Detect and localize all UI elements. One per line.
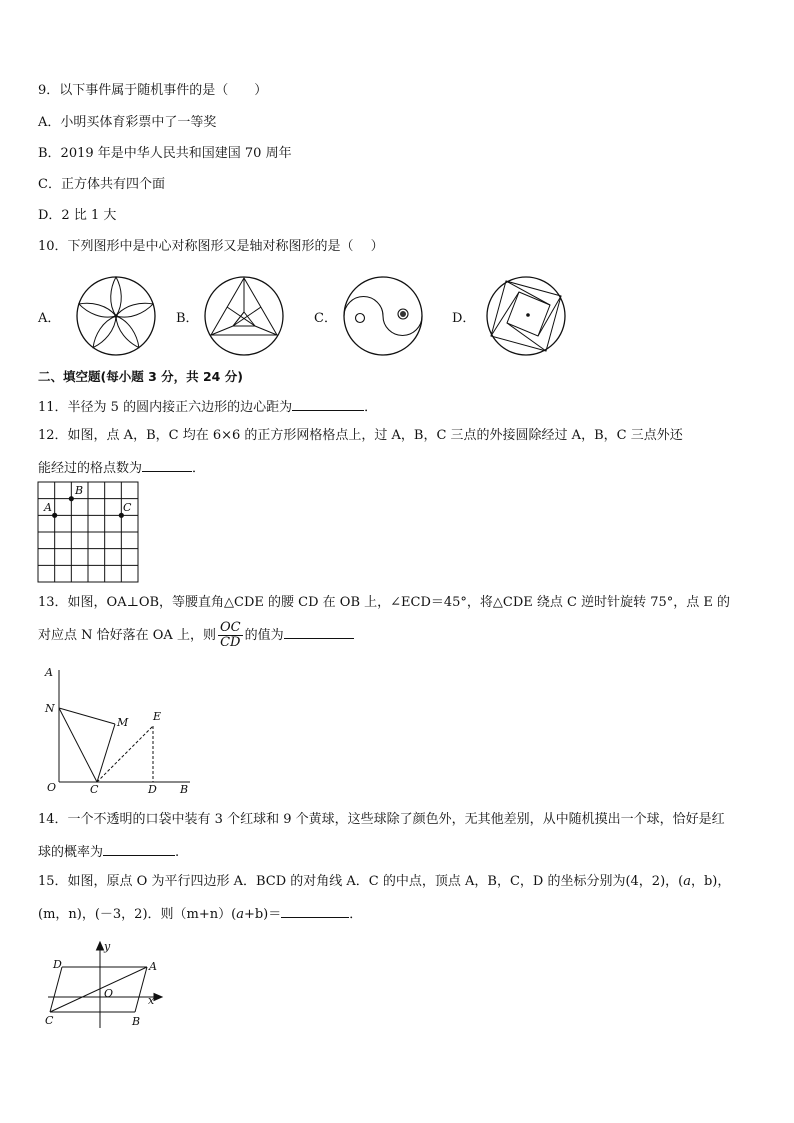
q13-label-e: E [153, 710, 162, 723]
q15-label-x: x [148, 994, 155, 1007]
q13-fraction-denominator: CD [220, 635, 241, 650]
q10-figure-d [482, 274, 570, 358]
q15-label-a: A [149, 960, 157, 973]
q15-line2-suffix: +b)＝ [243, 907, 282, 922]
q12-point-b [69, 496, 74, 501]
q9-option-b: B．2019 年是中华人民共和国建国 70 周年 [38, 146, 292, 161]
q14-line1: 14．一个不透明的口袋中装有 3 个红球和 9 个黄球，这些球除了颜色外，无其他差别，从中随机摸出一个球，恰好是红 [38, 812, 725, 827]
q12-line2-text: 能经过的格点数为 [38, 461, 143, 476]
q15-label-d: D [53, 958, 62, 971]
q13-label-d: D [148, 783, 157, 794]
q14-line2-text: 球的概率为 [38, 845, 104, 860]
q13-label-n: N [45, 702, 55, 715]
q9-option-a: A．小明买体育彩票中了一等奖 [38, 115, 217, 130]
q10-label-d: D． [452, 311, 476, 326]
q13-line1: 13．如图，OA⊥OB，等腰直角△CDE 的腰 CD 在 OB 上，∠ECD＝45°，将△CDE 绕点 C 逆时针旋转 75°，点 E 的 [38, 595, 731, 610]
q14-answer-blank[interactable] [103, 842, 175, 856]
q13-figure [40, 660, 200, 794]
q15-figure [40, 936, 176, 1030]
q12-label-b: B [75, 484, 84, 497]
q13-label-b: B [180, 783, 189, 794]
q15-line2 [38, 904, 362, 924]
q15-end: ． [349, 907, 363, 922]
q10-label-b: B． [176, 311, 199, 326]
q13-line2-text: 对应点 N 恰好落在 OA 上，则 [38, 628, 216, 643]
q13-label-o: O [47, 781, 57, 794]
q10-figure-b [202, 274, 286, 358]
q15-label-y: y [104, 940, 111, 953]
q11-text: 11．半径为 5 的圆内接正六边形的边心距为 [38, 400, 293, 415]
q11 [38, 397, 377, 417]
q13-line2-suffix: 的值为 [244, 628, 284, 643]
q15-var-a: a [683, 874, 691, 889]
q14-end: . [175, 845, 180, 860]
q12-end: ． [192, 461, 206, 476]
q12-answer-blank[interactable] [142, 458, 192, 472]
q12-grid-figure [36, 480, 140, 584]
q13-line2 [38, 620, 354, 652]
q10-figure-c [340, 274, 426, 358]
q12-label-c: C [123, 501, 132, 514]
q9-option-d: D．2 比 1 大 [38, 208, 117, 223]
q13-label-c: C [90, 783, 99, 794]
q9-stem: 9．以下事件属于随机事件的是（ ） [38, 83, 268, 98]
q12-point-a [52, 513, 57, 518]
q15-line1-text: 15．如图，原点 O 为平行四边形 A．BCD 的对角线 A．C 的中点，顶点 A，B，C，D 的坐标分别为(4，2)，( [38, 874, 684, 889]
q15-answer-blank[interactable] [281, 904, 349, 918]
q15-label-c: C [45, 1014, 54, 1027]
q10-label-c: C． [314, 311, 337, 326]
q15-var-a-2: a [236, 907, 244, 922]
q15-label-o: O [104, 987, 114, 1000]
q11-answer-blank[interactable] [292, 397, 364, 411]
q11-end: ． [364, 400, 378, 415]
q15-line2-text: (m，n)，(－3，2)．则（m+n）( [38, 907, 237, 922]
q9-option-c: C．正方体共有四个面 [38, 177, 165, 192]
q12-line2 [38, 458, 205, 478]
q12-label-a: A [44, 501, 52, 514]
q10-figure-a [72, 274, 162, 358]
q13-answer-blank[interactable] [284, 625, 354, 639]
q14-line2 [38, 842, 179, 862]
q15-line1 [38, 873, 730, 891]
q13-label-a: A [45, 666, 53, 679]
section-2-heading: 二、填空题(每小题 3 分，共 24 分) [38, 369, 243, 384]
q15-label-b: B [132, 1015, 141, 1028]
q13-fraction-numerator: OC [219, 620, 241, 635]
q10-stem: 10．下列图形中是中心对称图形又是轴对称图形的是（ ） [38, 239, 384, 254]
q15-line1-suffix: ，b)， [690, 874, 731, 889]
q10-label-a: A． [38, 311, 61, 326]
q13-label-m: M [117, 716, 129, 729]
q13-fraction [218, 621, 243, 650]
q12-line1: 12．如图，点 A，B，C 均在 6×6 的正方形网格格点上，过 A，B，C 三点的外接圆除经过 A，B，C 三点外还 [38, 428, 683, 443]
